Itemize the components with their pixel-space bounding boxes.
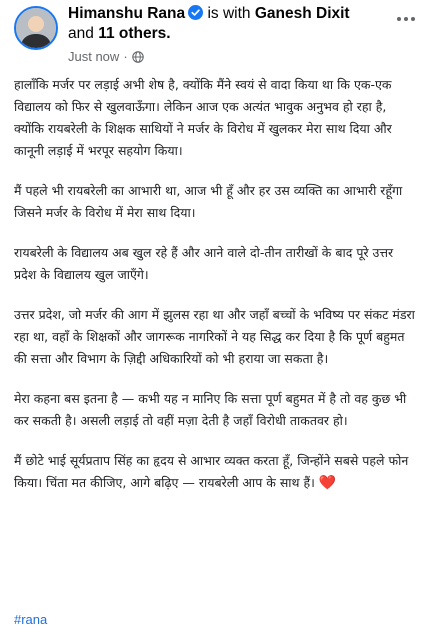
post-paragraph-last [14,450,416,494]
verified-badge-icon [188,5,203,20]
more-options-icon[interactable] [394,8,418,30]
globe-icon [132,51,144,63]
and-text: and [68,25,94,42]
others-link[interactable]: 11 others. [98,25,171,42]
is-with-text: is with [207,5,251,22]
post-body [14,74,416,512]
post-paragraph: हालाँकि मर्जर पर लड़ाई अभी शेष है, क्योंकि मैंने स्वयं से वादा किया था कि एक-एक विद्यालय को फिर से खुलवाऊँगा। लेकिन आज एक अत्यंत भावुक अनुभव हो रहा है, क्योंकि रायबरेली के शिक्षक साथियों ने मर्जर के विरोध में खुलकर मेरा साथ दिया और कानूनी लड़ाई में भरपूर सहयोग किया। [14,77,392,158]
post-time[interactable]: Just now [68,49,120,64]
post-paragraph: रायबरेली के विद्यालय अब खुल रहे हैं और आने वाले दो-तीन तारीखों के बाद पूरे उत्तर प्रदेश के विद्यालय खुल जाएँगे। [14,245,394,282]
avatar[interactable] [14,6,58,50]
avatar-image [16,8,56,48]
post-author-block [68,4,378,64]
post-paragraph-text: मैं छोटे भाई सूर्यप्रताप सिंह का हृदय से आभार व्यक्त करता हूँ, जिन्होंने सबसे पहले फोन किया। चिंता मत कीजिए, आगे बढ़िए — रायबरेली आप के साथ हैं। [14,453,409,490]
more-dot [397,17,401,21]
post-author-line [68,4,378,44]
heart-icon: ❤️ [318,475,337,491]
hashtag-link[interactable]: #rana [14,612,48,627]
post-header [0,0,426,70]
post-paragraph: मैं पहले भी रायबरेली का आभारी था, आज भी हूँ और हर उस व्यक्ति का आभारी रहूँगा जिसने मर्जर के विरोध में मेरा साथ दिया। [14,183,403,220]
post-paragraph: मेरा कहना बस इतना है — कभी यह न मानिए कि सत्ता पूर्ण बहुमत में है तो वह कुछ भी कर सकती है। असली लड़ाई तो वहीं मज़ा देती है जहाँ विरोधी ताकतवर हो। [14,391,407,428]
more-dot [411,17,415,21]
meta-separator: · [123,49,128,64]
tagged-person-link[interactable]: Ganesh Dixit [254,5,350,22]
post-paragraph: उत्तर प्रदेश, जो मर्जर की आग में झुलस रहा था और जहाँ बच्चों के भविष्य पर संकट मंडरा रहा था, वहाँ के शिक्षकों और जागरूक नागरिकों ने यह सिद्ध कर दिया है कि पूर्ण बहुमत की सत्ता और विभाग के ज़िद्दी अधिकारियों को भी हराया जा सकता है। [14,307,415,366]
author-name-link[interactable]: Himanshu Rana [68,5,186,22]
post-meta [68,49,378,64]
more-dot [404,17,408,21]
